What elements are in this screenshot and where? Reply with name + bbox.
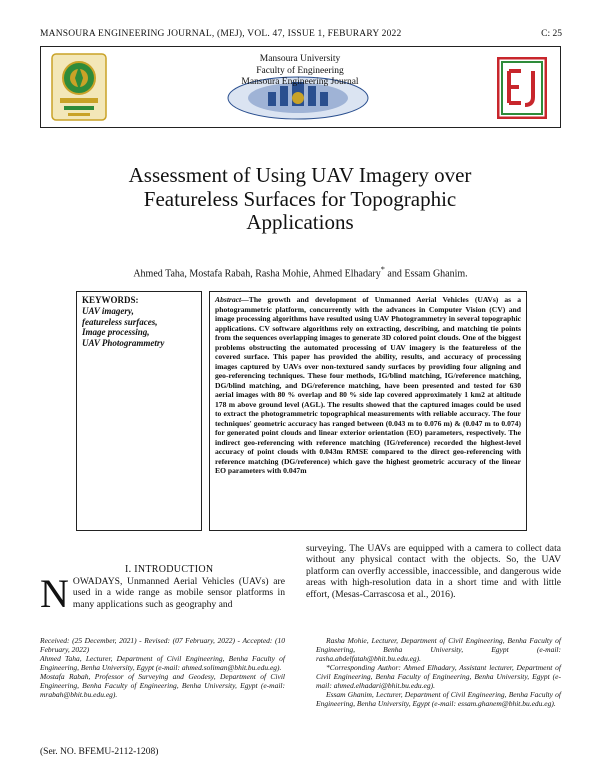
drop-cap: N [40,571,69,616]
footnote-dates: Received: (25 December, 2021) - Revised: (07 February, 2022) - Accepted: (10 February, 2022) [40,636,285,654]
footnotes-right [316,636,561,708]
authors-tail: and Essam Ghanim. [384,268,468,280]
authors-main: Ahmed Taha, Mostafa Rabah, Rasha Mohie, Ahmed Elhadary [133,268,381,280]
footnote-author: Ahmed Taha, Lecturer, Department of Civil Engineering, Benha Faculty of Engineering, Benha University, Egypt (e-mail: ahmed.soliman@bhit.bu.edu.eg). [40,654,285,672]
banner-text [0,54,600,89]
abstract-box [209,291,527,531]
journal-name: Mansoura Engineering Journal [241,77,359,87]
running-header-page: C: 25 [541,29,562,39]
footnote-author: Rasha Mohie, Lecturer, Department of Civil Engineering, Benha Faculty of Engineering, Benha University, Egypt (e-mail: rasha.abdelfatah@bhit.bu.edu.eg). [316,636,561,663]
footnote-corresponding-author: *Corresponding Author: Ahmed Elhadary, Assistant lecturer, Department of Civil Engineering, Benha Faculty of Engineering, Benha University, Egypt (e-mail: ahmed.elhadari@bhit.bu.edu.eg). [316,663,561,690]
keywords-box [76,291,202,531]
university-name: Mansoura University [259,54,341,64]
footnotes-left [40,636,285,699]
footnote-author: Essam Ghanim, Lecturer, Department of Civil Engineering, Benha Faculty of Engineering, Benha University, Egypt (e-mail: essam.ghanem@bhit.bu.edu.eg). [316,690,561,708]
keywords-list [82,306,196,348]
keywords-title: KEYWORDS: [82,295,139,305]
running-header-journal: MANSOURA ENGINEERING JOURNAL, (MEJ), VOL. 47, ISSUE 1, FEBURARY 2022 [40,29,402,39]
title-line-1: Assessment of Using UAV Imagery over [128,163,472,187]
paper-title [60,164,540,235]
introduction-right-column: surveying. The UAVs are equipped with a camera to collect data without any physical contact with the objects. So, the UAV platform can overfly accessible, inaccessible, and dangerous wide areas with high-resolution data in a short time and with little effort, (Mesas-Carrascosa et al., 2016). [306,543,561,600]
title-line-3: Applications [246,210,354,234]
footnote-author: Mostafa Rabah, Professor of Surveying and Geodesy, Department of Civil Engineering, Benha Faculty of Engineering, Benha University, Egypt (e-mail: mrabah@bhit.bu.edu.eg). [40,672,285,699]
author-list [40,265,561,279]
section-heading-introduction: I. INTRODUCTION [125,564,214,575]
keyword-item: UAV Photogrammetry [82,337,165,348]
keyword-item: Image processing, [82,327,150,337]
introduction-left-column [40,571,285,616]
keyword-item: featureless surfaces, [82,316,158,327]
title-line-2: Featureless Surfaces for Topographic [143,186,457,211]
abstract-text: —The growth and development of Unmanned Aerial Vehicles (UAVs) as a photogrammetric platform, concurrently with the advances in Computer Vision (CV) and image processing algorithms have resulted using UAV Photogrammetry in several topographic applications. CV software algorithms rely on extracting, describing, and matching tie points from the sequences overlapping images to generate 3D colored point clouds. One of the biggest problems obstructing the automated processing of UAV imagery is the featureless of the covered surface. This paper has provided the ability, results, and accuracy of processing images captured by UAVs over non-textured sandy surfaces by providing four aligning and geo-referencing techniques. These four methods, IG/blind matching, IG/reference matching, DG/blind matching, and DG/reference matching, have been presented and tested for 630 aerial images with 80 % overlap and 80 % side lap covered approximately 1 km2 at altitude 178 m above ground level (AGL). The results showed that the captured images could be used to extract the photogrammetric topographical measurements with reliable accuracy. The four techniques' geometric accuracy has ranged between (0.043 m to 0.076 m) & (0.047 m to 0.074) for generated point clouds and linear exterior orientation (EO) parameters, respectively. The indirect geo-referencing with reference matching (IG/reference) recorded the highest-level accuracy of point clouds with 0.043m RMSE compared to the direct geo-referencing with reference matching (DG/reference) which gave the highest geometric accuracy of the linear EO parameters with 0.047m [215,295,521,475]
abstract-lead: Abstract [215,295,242,304]
faculty-name: Faculty of Engineering [256,65,344,76]
keyword-item: UAV imagery, [82,306,134,316]
corresponding-mark: * [380,265,385,274]
abstract-body [215,295,521,476]
serial-number: (Ser. NO. BFEMU-2112-1208) [40,747,159,757]
introduction-left-text: OWADAYS, Unmanned Aerial Vehicles (UAVs) are used in a wide range as mobile sensor platforms in many applications such as geography and [72,576,285,610]
